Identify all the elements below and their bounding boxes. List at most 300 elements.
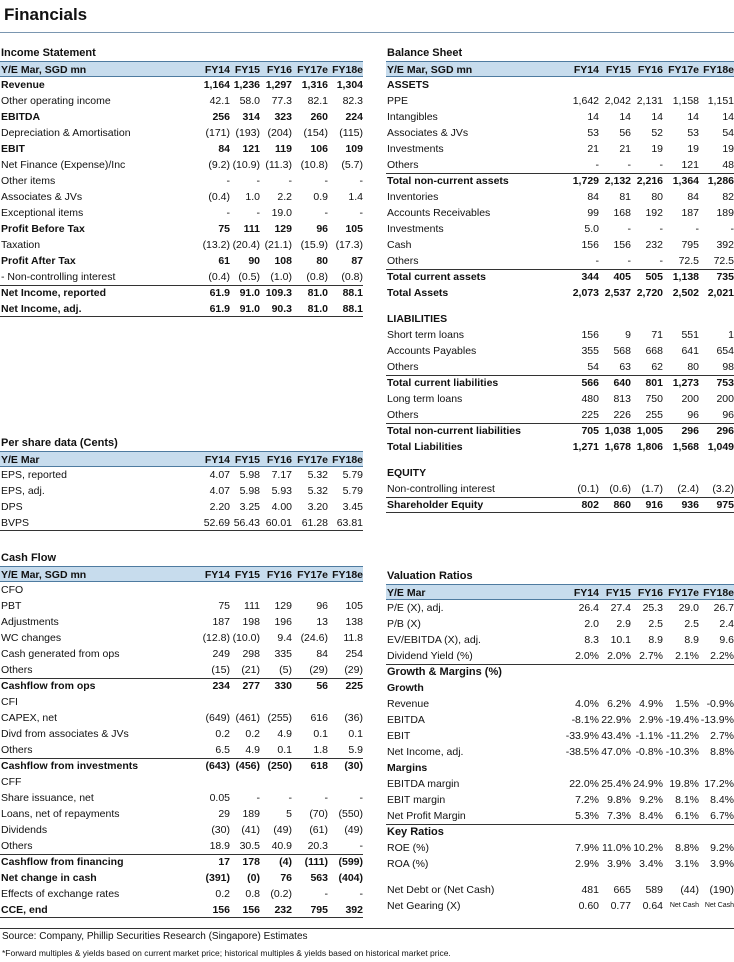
row-value: [196, 694, 230, 710]
row-value: FY17e: [297, 64, 328, 76]
row-value: 1.0: [245, 191, 260, 203]
row-value: [565, 311, 599, 327]
row-value: [663, 465, 699, 481]
table-row: [0, 598, 363, 614]
row-value: (0.6): [609, 483, 631, 495]
row-value: [631, 760, 663, 776]
row-value: 106: [310, 143, 328, 155]
row-label: CFO: [1, 584, 24, 596]
row-value: 1.4: [348, 191, 363, 203]
row-value: 665: [613, 884, 631, 896]
table-row: [0, 253, 363, 269]
row-value: -: [359, 207, 363, 219]
row-value: (36): [344, 712, 363, 724]
row-value: 30.5: [239, 840, 260, 852]
row-value: 61: [218, 255, 230, 267]
row-value: -: [627, 223, 631, 235]
row-value: [230, 774, 260, 790]
row-value: 200: [681, 393, 699, 405]
row-value: (13.2): [202, 239, 230, 251]
row-value: 323: [274, 111, 292, 123]
table-row: [386, 343, 734, 359]
table-row: [386, 391, 734, 407]
row-value: (4): [279, 856, 292, 868]
row-value: 563: [310, 872, 328, 884]
row-value: -: [359, 888, 363, 900]
row-value: (0.8): [341, 271, 363, 283]
row-value: (115): [339, 127, 363, 139]
row-label: Net Finance (Expense)/Inc: [1, 159, 126, 171]
row-value: 392: [345, 904, 363, 916]
table-row: [0, 870, 363, 886]
row-value: (250): [267, 760, 292, 772]
row-value: -1.1%: [635, 730, 663, 742]
row-value: (49): [344, 824, 363, 836]
row-value: 1,164: [203, 79, 230, 91]
row-value: (643): [205, 760, 230, 772]
row-value: 61.28: [301, 517, 328, 529]
row-label: EBITDA: [387, 714, 425, 726]
row-value: FY14: [204, 454, 230, 466]
row-value: 61.9: [209, 287, 230, 299]
row-value: 1,286: [707, 175, 734, 187]
row-value: (15.9): [300, 239, 328, 251]
row-value: 9.4: [277, 632, 292, 644]
row-value: 53: [687, 127, 699, 139]
row-value: 52.69: [203, 517, 230, 529]
row-value: 156: [613, 239, 631, 251]
section-title: Cash Flow: [1, 552, 57, 564]
table-row: [386, 898, 734, 914]
row-value: 0.9: [313, 191, 328, 203]
row-value: 2,216: [636, 175, 663, 187]
table-row: [0, 822, 363, 838]
row-value: 566: [581, 377, 599, 389]
row-value: 189: [242, 808, 260, 820]
row-value: FY16: [266, 64, 292, 76]
row-value: 0.64: [642, 900, 663, 912]
row-value: 2.2%: [710, 650, 734, 662]
row-value: FY18e: [332, 454, 363, 466]
row-value: 82: [722, 191, 734, 203]
table-row: [386, 375, 734, 391]
row-value: 63.81: [336, 517, 363, 529]
table-row: [0, 141, 363, 157]
row-value: (5.7): [341, 159, 363, 171]
row-value: 54: [587, 361, 599, 373]
row-value: 5.98: [239, 485, 260, 497]
row-value: (550): [338, 808, 363, 820]
row-value: 1: [728, 329, 734, 341]
row-value: 21: [619, 143, 631, 155]
row-label: Shareholder Equity: [387, 499, 484, 511]
row-value: 8.1%: [675, 794, 699, 806]
row-value: -: [324, 888, 328, 900]
row-label: CFI: [1, 696, 18, 708]
row-value: (0.5): [238, 271, 260, 283]
row-value: -: [359, 175, 363, 187]
row-value: 19: [722, 143, 734, 155]
row-value: 8.4%: [710, 794, 734, 806]
table-row: [386, 327, 734, 343]
row-value: 1,678: [604, 441, 631, 453]
row-value: 2.7%: [639, 650, 663, 662]
table-row: [386, 728, 734, 744]
row-value: -19.4%: [665, 714, 699, 726]
row-value: 90: [248, 255, 260, 267]
row-value: [599, 680, 631, 696]
row-value: 0.1: [277, 744, 292, 756]
source-note: Source: Company, Phillip Securities Research (Singapore) Estimates: [2, 931, 308, 942]
row-label: CAPEX, net: [1, 712, 58, 724]
row-value: 82.1: [307, 95, 328, 107]
row-value: [292, 582, 328, 598]
table-row: [386, 311, 734, 327]
table-row: [0, 806, 363, 822]
row-value: 616: [310, 712, 328, 724]
row-value: (41): [241, 824, 260, 836]
row-value: 47.0%: [601, 746, 631, 758]
row-value: 60.01: [265, 517, 292, 529]
row-value: 98: [722, 361, 734, 373]
row-value: 7.9%: [575, 842, 599, 854]
row-value: FY17e: [297, 454, 328, 466]
row-value: 1,316: [301, 79, 328, 91]
row-value: 1,364: [672, 175, 699, 187]
row-value: FY16: [637, 587, 663, 599]
section-title: Per share data (Cents): [1, 437, 118, 449]
row-value: 53: [587, 127, 599, 139]
row-value: [631, 77, 663, 93]
row-value: 2.20: [209, 501, 230, 513]
table-row: [0, 710, 363, 726]
table-row: [386, 481, 734, 497]
row-value: (5): [279, 664, 292, 676]
row-value: FY14: [204, 64, 230, 76]
row-value: 2,131: [636, 95, 663, 107]
row-value: [292, 774, 328, 790]
row-value: 29: [218, 808, 230, 820]
row-value: -: [288, 792, 292, 804]
row-value: 344: [581, 271, 599, 283]
row-value: 1,049: [707, 441, 734, 453]
row-value: 109: [345, 143, 363, 155]
income-statement-panel: [0, 46, 363, 317]
row-label: Accounts Payables: [387, 345, 477, 357]
row-value: 189: [716, 207, 734, 219]
row-value: (11.3): [265, 159, 292, 171]
row-value: 232: [274, 904, 292, 916]
row-label: Total Liabilities: [387, 441, 463, 453]
row-value: 13: [316, 616, 328, 628]
table-row: [386, 648, 734, 664]
row-label: Cash: [387, 239, 412, 251]
row-value: (0.2): [270, 888, 292, 900]
row-value: -0.8%: [635, 746, 663, 758]
row-value: -: [595, 159, 599, 171]
row-value: FY14: [573, 64, 599, 76]
forward-multiples-note: *Forward multiples & yields based on current market price; historical multiples & yields based on historical market price.: [2, 948, 451, 958]
row-value: [565, 760, 599, 776]
row-label: P/E (X), adj.: [387, 602, 444, 614]
row-label: - Non-controlling interest: [1, 271, 116, 283]
row-label: Associates & JVs: [1, 191, 83, 203]
row-value: 2.0: [584, 618, 599, 630]
row-value: 801: [645, 377, 663, 389]
row-label: DPS: [1, 501, 23, 513]
table-header: [0, 61, 363, 77]
row-value: 9: [625, 329, 631, 341]
row-value: 277: [242, 680, 260, 692]
row-value: 9.2%: [710, 842, 734, 854]
table-row: [0, 269, 363, 285]
table-row: [386, 221, 734, 237]
row-label: EV/EBITDA (X), adj.: [387, 634, 481, 646]
row-value: 735: [716, 271, 734, 283]
row-value: [699, 77, 734, 93]
row-value: (171): [205, 127, 230, 139]
row-value: -13.9%: [700, 714, 734, 726]
row-value: 1,158: [672, 95, 699, 107]
table-row: [0, 189, 363, 205]
row-value: 58.0: [239, 95, 260, 107]
row-label: CFF: [1, 776, 22, 788]
row-value: 3.1%: [675, 858, 699, 870]
spacer: [386, 872, 734, 882]
row-value: 0.1: [348, 728, 363, 740]
table-row: [386, 882, 734, 898]
row-value: FY15: [605, 587, 631, 599]
row-value: 156: [581, 239, 599, 251]
row-value: 2.4: [719, 618, 734, 630]
row-value: (111): [304, 856, 328, 868]
row-value: 96: [687, 409, 699, 421]
row-value: 72.5: [713, 255, 734, 267]
row-value: (17.3): [335, 239, 363, 251]
row-value: 121: [681, 159, 699, 171]
table-row: [0, 221, 363, 237]
row-value: 975: [716, 499, 734, 511]
row-value: 10.1: [610, 634, 631, 646]
row-value: 5.9: [348, 744, 363, 756]
row-value: [599, 465, 631, 481]
row-value: (30): [344, 760, 363, 772]
row-label: PPE: [387, 95, 409, 107]
row-label: Total current assets: [387, 271, 487, 283]
page-title: Financials: [4, 5, 88, 24]
row-value: 80: [316, 255, 328, 267]
row-value: FY18e: [703, 64, 734, 76]
row-value: 121: [242, 143, 260, 155]
row-value: 5.79: [342, 485, 363, 497]
row-value: 187: [212, 616, 230, 628]
row-value: [328, 774, 363, 790]
row-value: [230, 582, 260, 598]
row-value: 11.0%: [602, 842, 631, 854]
table-row: [386, 269, 734, 285]
table-header: [386, 61, 734, 77]
row-value: (29): [309, 664, 328, 676]
row-value: [631, 465, 663, 481]
row-value: 551: [681, 329, 699, 341]
row-value: [599, 77, 631, 93]
row-value: 75: [218, 600, 230, 612]
row-value: 91.0: [239, 287, 260, 299]
row-value: 8.9: [684, 634, 699, 646]
row-value: 61.9: [209, 303, 230, 315]
row-value: -: [226, 175, 230, 187]
row-value: 296: [716, 425, 734, 437]
row-label: Y/E Mar, SGD mn: [1, 64, 87, 76]
row-value: 330: [274, 680, 292, 692]
row-value: 62: [651, 361, 663, 373]
row-value: 405: [613, 271, 631, 283]
row-value: -: [695, 223, 699, 235]
row-label: Dividends: [1, 824, 48, 836]
row-value: 4.9: [245, 744, 260, 756]
row-value: 4.9%: [639, 698, 663, 710]
row-value: 5.98: [239, 469, 260, 481]
row-value: 234: [212, 680, 230, 692]
table-row: [386, 125, 734, 141]
row-value: 90.3: [271, 303, 292, 315]
table-row: [386, 600, 734, 616]
row-value: 5: [286, 808, 292, 820]
row-value: (404): [338, 872, 363, 884]
row-value: 7.3%: [607, 810, 631, 822]
row-value: 63: [619, 361, 631, 373]
row-label: Net Profit Margin: [387, 810, 466, 822]
row-value: 9.6: [719, 634, 734, 646]
row-value: 254: [345, 648, 363, 660]
row-value: 96: [722, 409, 734, 421]
row-value: (1.7): [641, 483, 663, 495]
table-row: [386, 616, 734, 632]
row-value: 96: [316, 223, 328, 235]
row-value: 14: [722, 111, 734, 123]
row-value: 88.1: [342, 287, 363, 299]
row-value: [292, 694, 328, 710]
row-value: [631, 680, 663, 696]
row-value: 52: [651, 127, 663, 139]
row-label: Net Debt or (Net Cash): [387, 884, 495, 896]
row-value: 6.7%: [710, 810, 734, 822]
table-row: [386, 439, 734, 455]
table-header: [0, 566, 363, 582]
row-label: P/B (X): [387, 618, 421, 630]
row-label: Loans, net of repayments: [1, 808, 120, 820]
row-value: [631, 311, 663, 327]
per-share-panel: [0, 436, 363, 531]
row-value: 168: [613, 207, 631, 219]
row-value: 84: [218, 143, 230, 155]
spacer: [386, 455, 734, 465]
row-value: 2.0%: [575, 650, 599, 662]
row-label: Cash generated from ops: [1, 648, 120, 660]
table-row: [386, 253, 734, 269]
row-value: (649): [205, 712, 230, 724]
row-value: 6.1%: [675, 810, 699, 822]
row-label: BVPS: [1, 517, 30, 529]
row-value: (49): [273, 824, 292, 836]
row-label: Total current liabilities: [387, 377, 499, 389]
row-value: 5.3%: [575, 810, 599, 822]
row-value: 105: [345, 600, 363, 612]
row-value: 5.32: [307, 469, 328, 481]
row-value: (12.8): [202, 632, 230, 644]
row-value: 256: [212, 111, 230, 123]
row-value: 19: [687, 143, 699, 155]
table-row: [386, 205, 734, 221]
table-row: [386, 407, 734, 423]
row-value: 225: [581, 409, 599, 421]
row-value: 2,073: [572, 287, 599, 299]
row-value: 1,273: [672, 377, 699, 389]
row-value: 1,729: [572, 175, 599, 187]
row-value: 2.5: [648, 618, 663, 630]
row-label: EBIT margin: [387, 794, 446, 806]
row-label: EBIT: [1, 143, 25, 155]
row-value: [196, 774, 230, 790]
row-label: Growth: [387, 682, 424, 694]
table-row: [386, 237, 734, 253]
table-row: [0, 662, 363, 678]
row-value: -: [288, 175, 292, 187]
row-label: Y/E Mar, SGD mn: [1, 569, 87, 581]
row-value: FY16: [266, 454, 292, 466]
row-value: Net Cash: [704, 902, 734, 909]
row-value: 795: [681, 239, 699, 251]
row-value: (0.4): [208, 191, 230, 203]
row-value: FY15: [234, 64, 260, 76]
row-value: 1,297: [265, 79, 292, 91]
row-value: [328, 694, 363, 710]
row-value: [328, 582, 363, 598]
table-row: [386, 359, 734, 375]
row-value: [699, 465, 734, 481]
row-value: (10.8): [300, 159, 328, 171]
row-value: 1,568: [672, 441, 699, 453]
row-value: 96: [316, 600, 328, 612]
row-value: 3.45: [342, 501, 363, 513]
row-value: 81.0: [307, 303, 328, 315]
row-value: 813: [613, 393, 631, 405]
row-value: 80: [687, 361, 699, 373]
row-value: -: [730, 223, 734, 235]
table-row: [0, 109, 363, 125]
row-value: 1,236: [233, 79, 260, 91]
row-value: -: [659, 255, 663, 267]
row-value: (20.4): [232, 239, 260, 251]
table-row: [0, 902, 363, 918]
row-label: Margins: [387, 762, 428, 774]
row-value: 25.3: [642, 602, 663, 614]
row-value: 1.8: [313, 744, 328, 756]
row-value: FY15: [605, 64, 631, 76]
row-value: 0.05: [209, 792, 230, 804]
row-value: 178: [242, 856, 260, 868]
row-value: 224: [345, 111, 363, 123]
row-value: 19: [651, 143, 663, 155]
row-value: 82.3: [342, 95, 363, 107]
row-value: 21: [587, 143, 599, 155]
table-row: [0, 515, 363, 531]
row-value: 2,021: [707, 287, 734, 299]
row-value: 668: [645, 345, 663, 357]
row-value: 4.9: [277, 728, 292, 740]
row-value: (10.9): [232, 159, 260, 171]
row-label: Inventories: [387, 191, 439, 203]
